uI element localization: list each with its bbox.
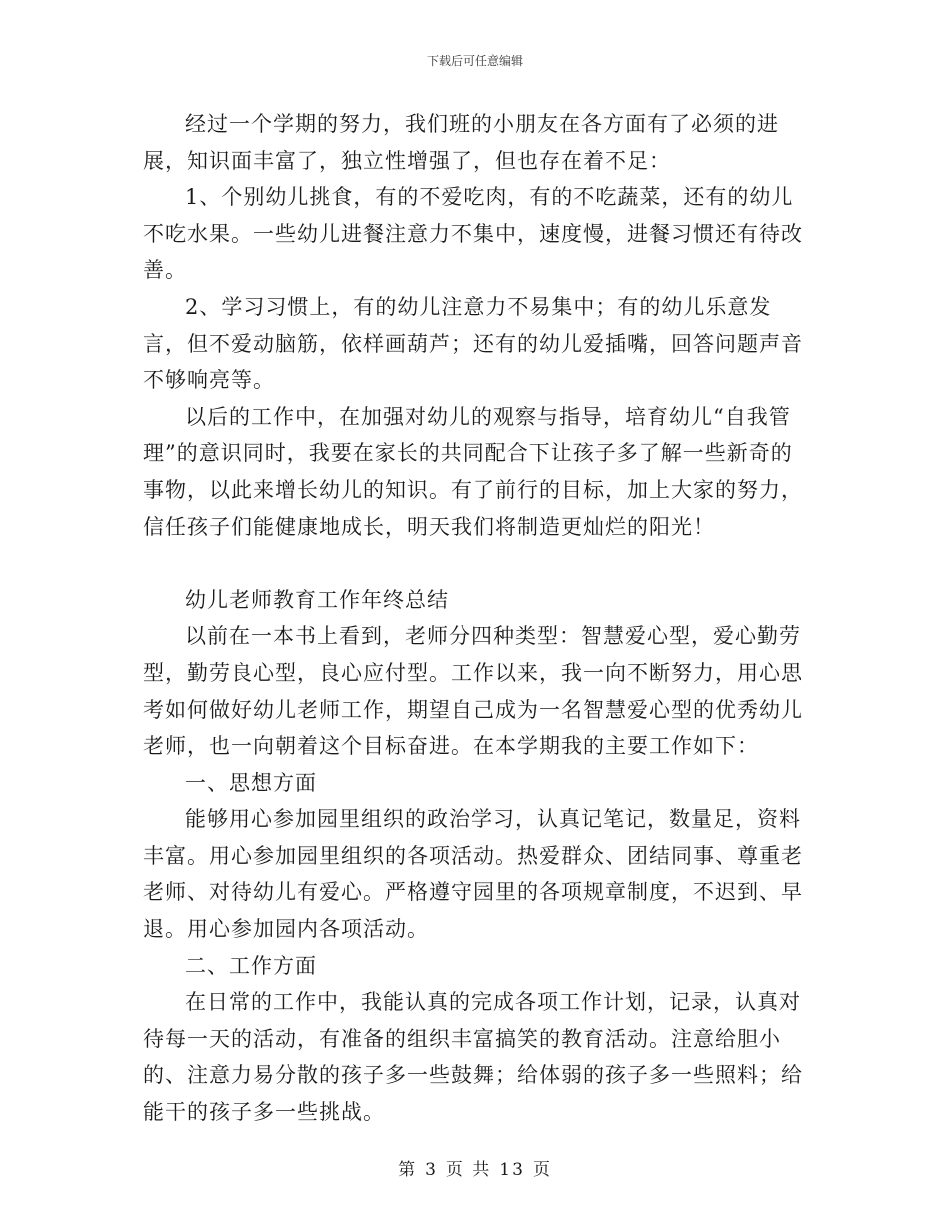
- paragraph: 以前在一本书上看到，老师分四种类型：智慧爱心型，爱心勤劳型，勤劳良心型，良心应付型。工作以来，我一向不断努力，用心思考如何做好幼儿老师工作，期望自己成为一名智慧爱心型的优秀幼儿老师，也一向朝着这个目标奋进。在本学期我的主要工作如下：: [143, 624, 803, 759]
- document-body: [143, 106, 808, 1131]
- paragraph: 1、个别幼儿挑食，有的不爱吃肉，有的不吃蔬菜，还有的幼儿不吃水果。一些幼儿进餐注意力不集中，速度慢，进餐习惯还有待改善。: [143, 185, 803, 283]
- footer-prefix: 第: [398, 1160, 418, 1180]
- page-total: 13: [499, 1160, 525, 1180]
- paragraph: 在日常的工作中，我能认真的完成各项工作计划，记录，认真对待每一天的活动，有准备的组织丰富搞笑的教育活动。注意给胆小的、注意力易分散的孩子多一些鼓舞；给体弱的孩子多一些照料；给能干的孩子多一些挑战。: [143, 990, 803, 1125]
- page-header-note: 下载后可任意编辑: [426, 54, 523, 68]
- subheading: 二、工作方面: [185, 953, 317, 978]
- paragraph: 经过一个学期的努力，我们班的小朋友在各方面有了必须的进展，知识面丰富了，独立性增强了，但也存在着不足：: [143, 112, 779, 173]
- paragraph: 能够用心参加园里组织的政治学习，认真记笔记，数量足，资料丰富。用心参加园里组织的各项活动。热爱群众、团结同事、尊重老老师、对待幼儿有爱心。严格遵守园里的各项规章制度，不迟到、早退。用心参加园内各项活动。: [143, 807, 803, 942]
- subheading: 一、思想方面: [185, 770, 317, 795]
- footer-mid: 页 共: [445, 1160, 492, 1180]
- paragraph: 2、学习习惯上，有的幼儿注意力不易集中；有的幼儿乐意发言，但不爱动脑筋，依样画葫芦；还有的幼儿爱插嘴，回答问题声音不够响亮等。: [143, 294, 803, 393]
- footer-suffix: 页: [532, 1160, 552, 1180]
- page-footer: [0, 1155, 950, 1180]
- section-title: 幼儿老师教育工作年终总结: [185, 587, 449, 612]
- page-number: 3: [425, 1160, 438, 1180]
- paragraph: 以后的工作中，在加强对幼儿的观察与指导，培育幼儿“自我管理”的意识同时，我要在家长的共同配合下让孩子多了解一些新奇的事物，以此来增长幼儿的知识。有了前行的目标，加上大家的努力，信任孩子们能健康地成长，明天我们将制造更灿烂的阳光！: [143, 404, 803, 539]
